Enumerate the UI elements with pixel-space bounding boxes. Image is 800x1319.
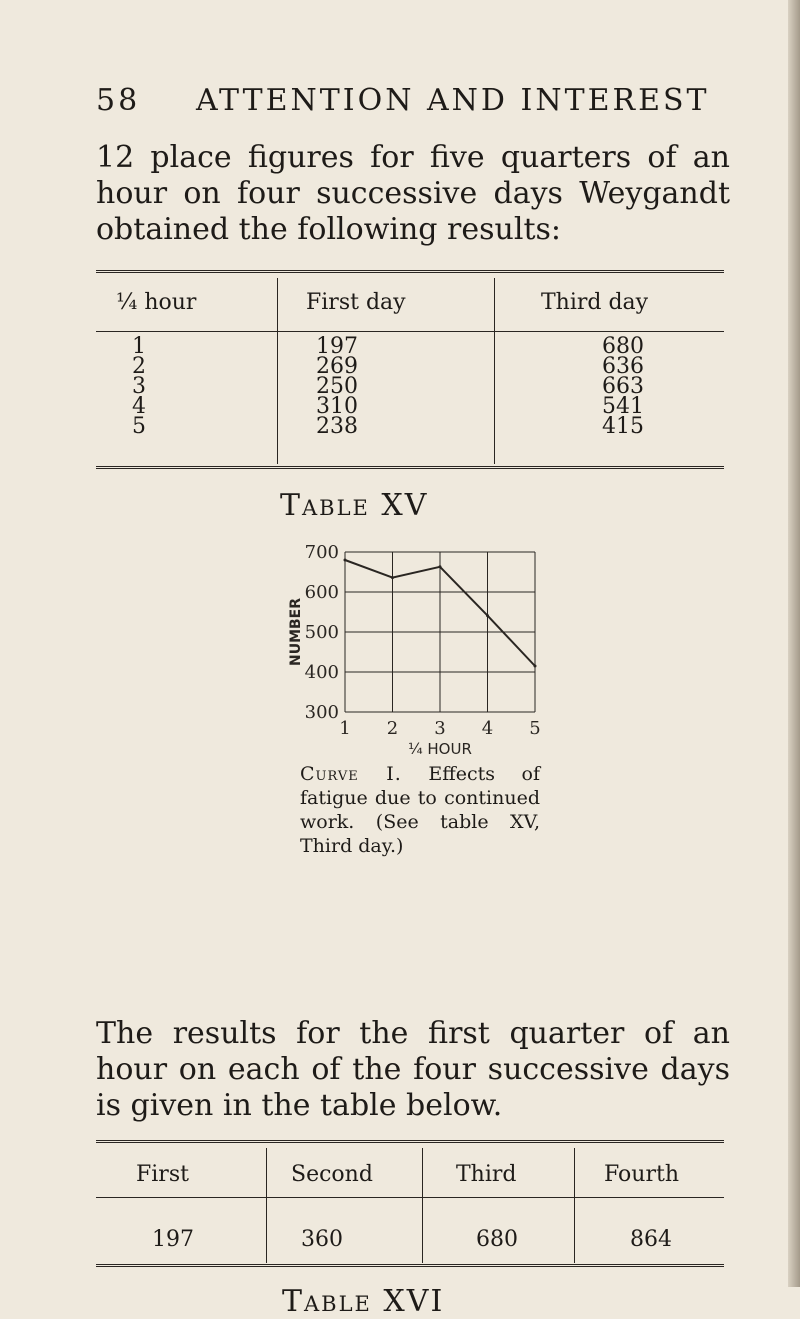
x-axis-label: ¼ HOUR	[408, 740, 472, 758]
quarter-cell: 1	[132, 334, 146, 359]
table-xvi-caption: Table XVI	[282, 1284, 445, 1319]
table-xvi-value-third: 680	[476, 1227, 518, 1252]
data-point	[439, 565, 442, 568]
table-xv-divider	[494, 278, 495, 464]
page-edge	[788, 0, 800, 1287]
second-paragraph: The results for the first quarter of an hour on each of the four successive days is given in the table below.	[96, 1016, 730, 1123]
third-day-cell: 663	[602, 374, 644, 399]
table-xv-top-rule	[96, 270, 724, 273]
quarter-cell: 3	[132, 374, 146, 399]
table-xvi-bottom-rule	[96, 1264, 724, 1267]
x-tick-label: 4	[481, 718, 494, 739]
data-point	[534, 665, 537, 668]
table-xv-bottom-rule	[96, 466, 724, 469]
running-head-title: ATTENTION AND INTEREST	[196, 83, 710, 118]
table-xv-header-rule	[96, 331, 724, 332]
table-xvi-value-first: 197	[152, 1227, 194, 1252]
x-tick-label: 2	[386, 718, 399, 739]
data-point	[344, 559, 347, 562]
table-xv-rows	[96, 334, 724, 439]
first-day-cell: 310	[316, 394, 358, 419]
table-xv-caption: Table XV	[280, 488, 429, 523]
x-tick-label: 5	[529, 718, 541, 739]
table-xvi-header-third: Third	[456, 1162, 517, 1187]
table-xvi-divider	[266, 1148, 267, 1263]
table-xvi-value-second: 360	[301, 1227, 343, 1252]
quarter-cell: 2	[132, 354, 146, 379]
x-tick-label: 1	[339, 718, 351, 739]
curve-caption-label: Curve I.	[300, 763, 402, 785]
table-xvi-value-fourth: 864	[630, 1227, 672, 1252]
y-tick-label: 500	[304, 622, 339, 643]
x-tick-label: 3	[434, 718, 446, 739]
third-day-cell: 636	[602, 354, 644, 379]
table-xv-header-first: First day	[306, 290, 406, 315]
running-header	[96, 83, 710, 118]
table-xvi-header-fourth: Fourth	[604, 1162, 680, 1187]
curve-caption-text: Effects of fatigue due to continued work. (See table XV, Third day.)	[300, 763, 540, 857]
table-xvi-header-second: Second	[291, 1162, 373, 1187]
page-number: 58	[96, 83, 141, 118]
quarter-cell: 5	[132, 414, 146, 439]
quarter-cell: 4	[132, 394, 146, 419]
table-xvi-divider	[422, 1148, 423, 1263]
table-row	[96, 414, 724, 439]
first-day-cell: 197	[316, 334, 358, 359]
y-tick-label: 700	[304, 542, 339, 563]
y-tick-label: 300	[304, 702, 339, 723]
third-day-cell: 415	[602, 414, 644, 439]
table-xvi-divider	[574, 1148, 575, 1263]
table-xv-divider	[277, 278, 278, 464]
table-xv-header-third: Third day	[541, 290, 649, 315]
fatigue-curve-chart	[270, 540, 570, 760]
table-xvi-header-rule	[96, 1197, 724, 1198]
table-xv-header-quarter: ¼ hour	[116, 290, 197, 315]
y-tick-label: 400	[304, 662, 339, 683]
intro-paragraph: 12 place figures for five quarters of an hour on four successive days Weygandt obtained the following results:	[96, 140, 730, 247]
first-day-cell: 269	[316, 354, 358, 379]
y-tick-label: 600	[304, 582, 339, 603]
data-point	[391, 576, 394, 579]
curve-caption	[300, 762, 540, 858]
third-day-cell: 541	[602, 394, 644, 419]
first-day-cell: 238	[316, 414, 358, 439]
third-day-cell: 680	[602, 334, 644, 359]
table-xvi-header-first: First	[136, 1162, 189, 1187]
y-axis-label: NUMBER	[288, 597, 304, 667]
data-point	[486, 614, 489, 617]
first-day-cell: 250	[316, 374, 358, 399]
table-xvi-top-rule	[96, 1140, 724, 1143]
